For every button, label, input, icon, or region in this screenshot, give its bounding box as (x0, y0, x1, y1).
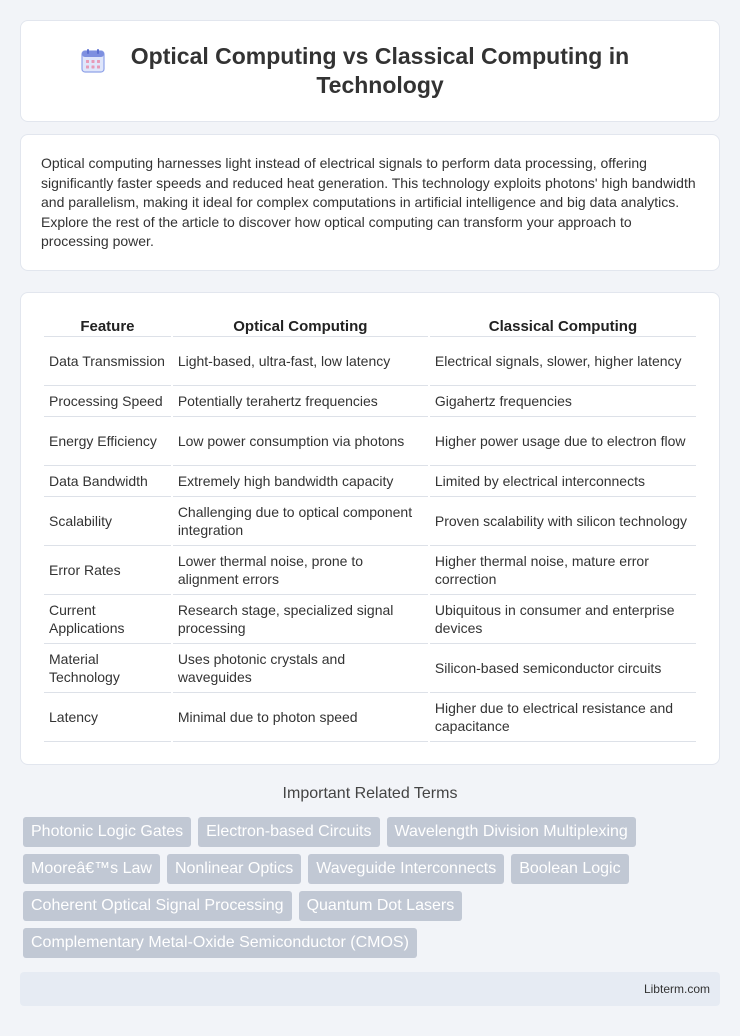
table-header-row (44, 315, 696, 337)
table-row (44, 417, 696, 466)
table-row (44, 337, 696, 386)
optical-cell: Lower thermal noise, prone to alignment errors (173, 546, 428, 595)
optical-cell: Research stage, specialized signal processing (173, 595, 428, 644)
table-row (44, 693, 696, 742)
table-row (44, 466, 696, 497)
feature-cell: Error Rates (44, 546, 171, 595)
intro-paragraph: Optical computing harnesses light instead of electrical signals to perform data processing, offering significantly faster speeds and reduced heat generation. This technology exploits photons' high bandwidth and parallelism, making it ideal for complex computations in artificial intelligence and big data analytics. Explore the rest of the article to discover how optical computing can transform your approach to processing power. (41, 155, 696, 249)
related-term-tag[interactable]: Coherent Optical Signal Processing (23, 891, 292, 921)
header-classical: Classical Computing (430, 315, 696, 337)
comparison-table (42, 315, 698, 742)
table-row (44, 595, 696, 644)
title-wrap (90, 42, 650, 100)
classical-cell: Limited by electrical interconnects (430, 466, 696, 497)
related-term-tag[interactable]: Wavelength Division Multiplexing (387, 817, 636, 847)
table-row (44, 644, 696, 693)
feature-cell: Data Transmission (44, 337, 171, 386)
title-card (20, 20, 720, 122)
feature-cell: Latency (44, 693, 171, 742)
feature-cell: Processing Speed (44, 386, 171, 417)
header-optical: Optical Computing (173, 315, 428, 337)
related-term-tag[interactable]: Complementary Metal-Oxide Semiconductor (CMOS) (23, 928, 417, 958)
optical-cell: Challenging due to optical component integration (173, 497, 428, 546)
table-row (44, 386, 696, 417)
related-term-tag[interactable]: Waveguide Interconnects (308, 854, 504, 884)
comparison-table-card (20, 292, 720, 765)
related-term-tag[interactable]: Boolean Logic (511, 854, 628, 884)
optical-cell: Low power consumption via photons (173, 417, 428, 466)
related-term-tag[interactable]: Electron-based Circuits (198, 817, 379, 847)
optical-cell: Uses photonic crystals and waveguides (173, 644, 428, 693)
classical-cell: Higher due to electrical resistance and capacitance (430, 693, 696, 742)
feature-cell: Data Bandwidth (44, 466, 171, 497)
classical-cell: Proven scalability with silicon technology (430, 497, 696, 546)
related-terms-list (23, 817, 723, 958)
optical-cell: Light-based, ultra-fast, low latency (173, 337, 428, 386)
related-term-tag[interactable]: Photonic Logic Gates (23, 817, 191, 847)
related-terms-title: Important Related Terms (282, 785, 458, 802)
related-term-tag[interactable]: Mooreâ€™s Law (23, 854, 160, 884)
classical-cell: Electrical signals, slower, higher latency (430, 337, 696, 386)
page-title: Optical Computing vs Classical Computing in Technology (130, 43, 630, 98)
feature-cell: Current Applications (44, 595, 171, 644)
feature-cell: Energy Efficiency (44, 417, 171, 466)
intro-card (20, 134, 720, 271)
optical-cell: Extremely high bandwidth capacity (173, 466, 428, 497)
footer (20, 972, 720, 1006)
classical-cell: Gigahertz frequencies (430, 386, 696, 417)
table-row (44, 546, 696, 595)
footer-site-link[interactable]: Libterm.com (643, 982, 710, 996)
classical-cell: Higher thermal noise, mature error correction (430, 546, 696, 595)
related-term-tag[interactable]: Nonlinear Optics (167, 854, 301, 884)
optical-cell: Potentially terahertz frequencies (173, 386, 428, 417)
table-row (44, 497, 696, 546)
feature-cell: Material Technology (44, 644, 171, 693)
feature-cell: Scalability (44, 497, 171, 546)
classical-cell: Higher power usage due to electron flow (430, 417, 696, 466)
classical-cell: Ubiquitous in consumer and enterprise devices (430, 595, 696, 644)
optical-cell: Minimal due to photon speed (173, 693, 428, 742)
calendar-icon (80, 48, 106, 74)
related-term-tag[interactable]: Quantum Dot Lasers (299, 891, 463, 921)
classical-cell: Silicon-based semiconductor circuits (430, 644, 696, 693)
header-feature: Feature (44, 315, 171, 337)
